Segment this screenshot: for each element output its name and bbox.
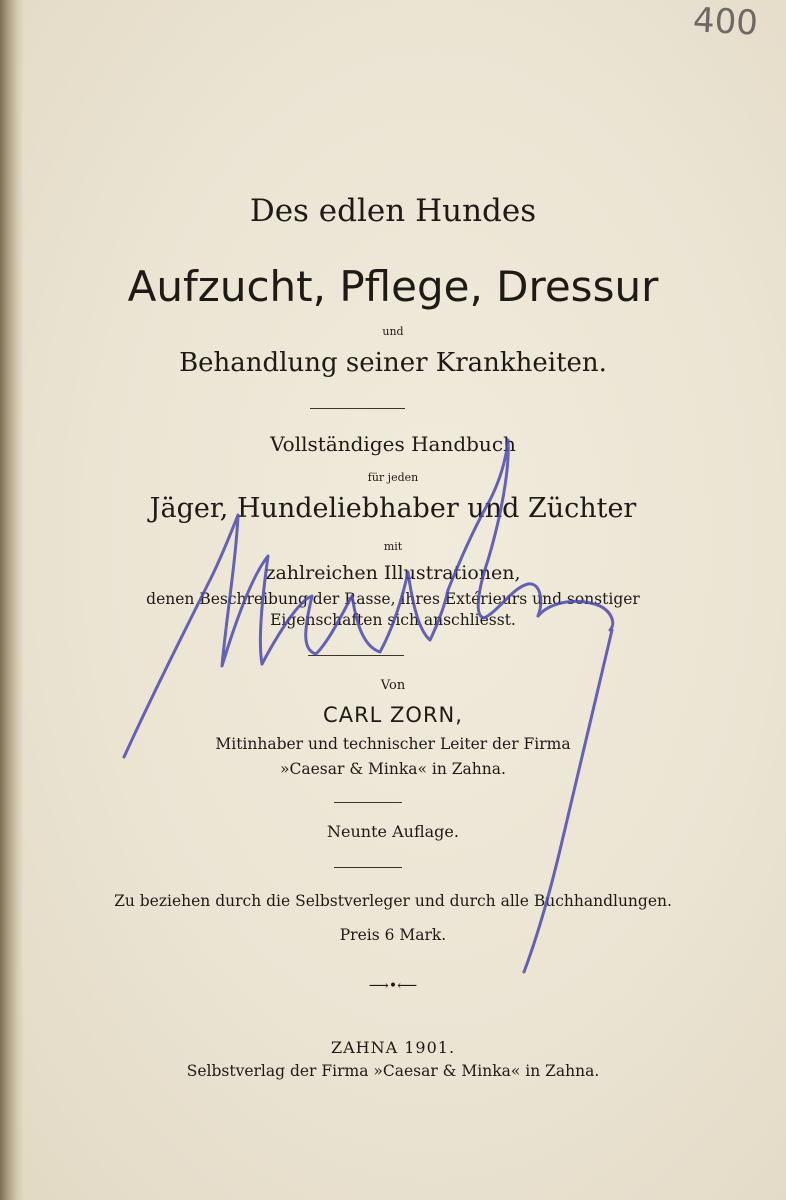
subtitle-line-1: Vollständiges Handbuch — [270, 432, 516, 456]
title-line-2: Aufzucht, Pflege, Dressur — [127, 262, 659, 311]
subtitle-line-3: zahlreichen Illustrationen, — [265, 562, 521, 584]
distribution-note: Zu beziehen durch die Selbstverleger und durch alle Buchhandlungen. — [114, 892, 672, 910]
ornament: ⟶•⟵ — [368, 978, 418, 994]
subtitle-connector-1: für jeden — [367, 471, 419, 484]
subtitle-line-2: Jäger, Hundeliebhaber und Züchter — [149, 493, 637, 524]
author-name: CARL ZORN, — [323, 703, 463, 727]
subtitle-line-4: denen Beschreibung der Rasse, ihres Extérieurs und sonstiger — [146, 590, 640, 608]
imprint-publisher: Selbstverlag der Firma »Caesar & Minka« in Zahna. — [186, 1062, 600, 1080]
author-firm: »Caesar & Minka« in Zahna. — [280, 760, 506, 778]
title-line-3: Behandlung seiner Krankheiten. — [179, 348, 607, 378]
shelf-number: 400 — [692, 0, 760, 44]
imprint-city-year: ZAHNA 1901. — [330, 1038, 456, 1057]
author-by: Von — [380, 678, 406, 693]
author-role: Mitinhaber und technischer Leiter der Firma — [215, 735, 571, 753]
title-line-1: Des edlen Hundes — [249, 193, 537, 229]
subtitle-connector-2: mit — [383, 540, 403, 553]
edition: Neunte Auflage. — [327, 822, 459, 841]
title-connector: und — [382, 325, 404, 338]
price: Preis 6 Mark. — [339, 926, 447, 944]
subtitle-line-5: Eigenschaften sich anschliesst. — [270, 611, 516, 629]
